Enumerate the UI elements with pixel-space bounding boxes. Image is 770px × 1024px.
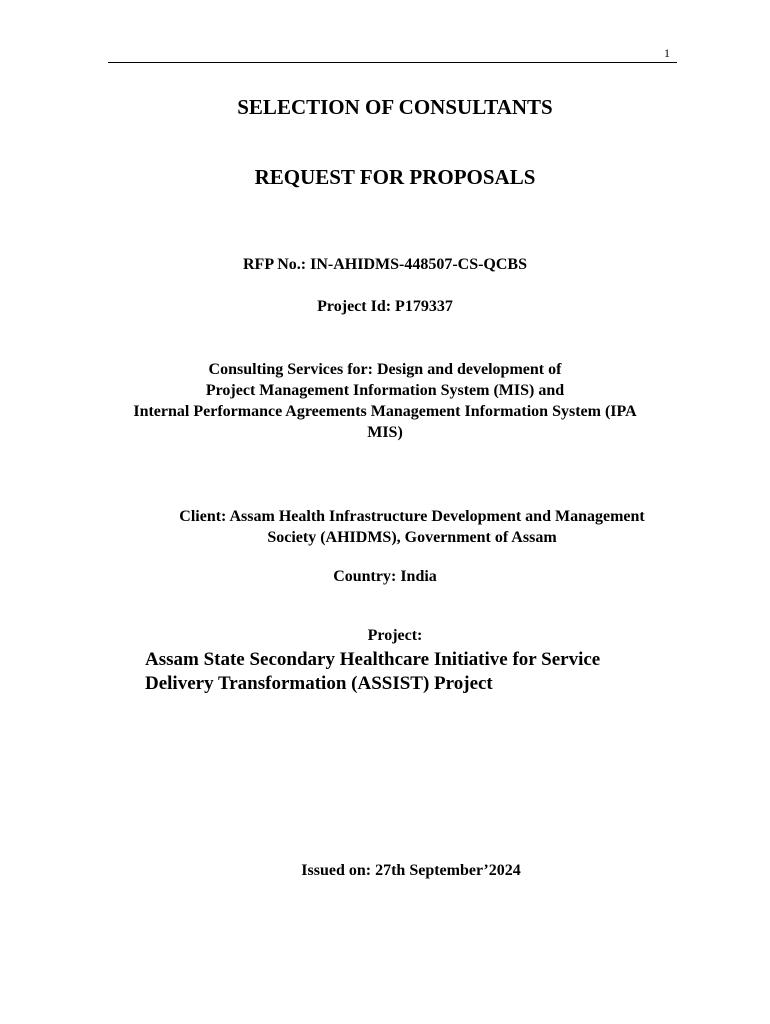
document-title-selection: SELECTION OF CONSULTANTS bbox=[237, 95, 553, 119]
document-title-rfp: REQUEST FOR PROPOSALS bbox=[254, 165, 536, 189]
project-name-line: Assam State Secondary Healthcare Initiative for Service bbox=[145, 649, 601, 670]
project-name-line: Delivery Transformation (ASSIST) Project bbox=[145, 673, 493, 694]
page-number: 1 bbox=[664, 46, 670, 60]
issued-date: Issued on: 27th September’2024 bbox=[301, 862, 521, 879]
services-line: MIS) bbox=[367, 424, 403, 441]
project-name bbox=[145, 648, 665, 696]
header-rule bbox=[108, 62, 677, 63]
services-line: Internal Performance Agreements Management Information System (IPA bbox=[133, 403, 637, 420]
rfp-number: RFP No.: IN-AHIDMS-448507-CS-QCBS bbox=[243, 256, 527, 273]
client-line: Client: Assam Health Infrastructure Development and Management bbox=[179, 508, 645, 525]
project-label: Project: bbox=[367, 627, 423, 644]
country: Country: India bbox=[333, 568, 437, 585]
services-line: Project Management Information System (MIS) and bbox=[205, 382, 565, 399]
client-line: Society (AHIDMS), Government of Assam bbox=[267, 529, 557, 546]
services-line: Consulting Services for: Design and development of bbox=[208, 361, 562, 378]
project-id: Project Id: P179337 bbox=[317, 298, 453, 315]
consulting-services-description bbox=[0, 359, 770, 443]
client-block bbox=[150, 506, 674, 548]
